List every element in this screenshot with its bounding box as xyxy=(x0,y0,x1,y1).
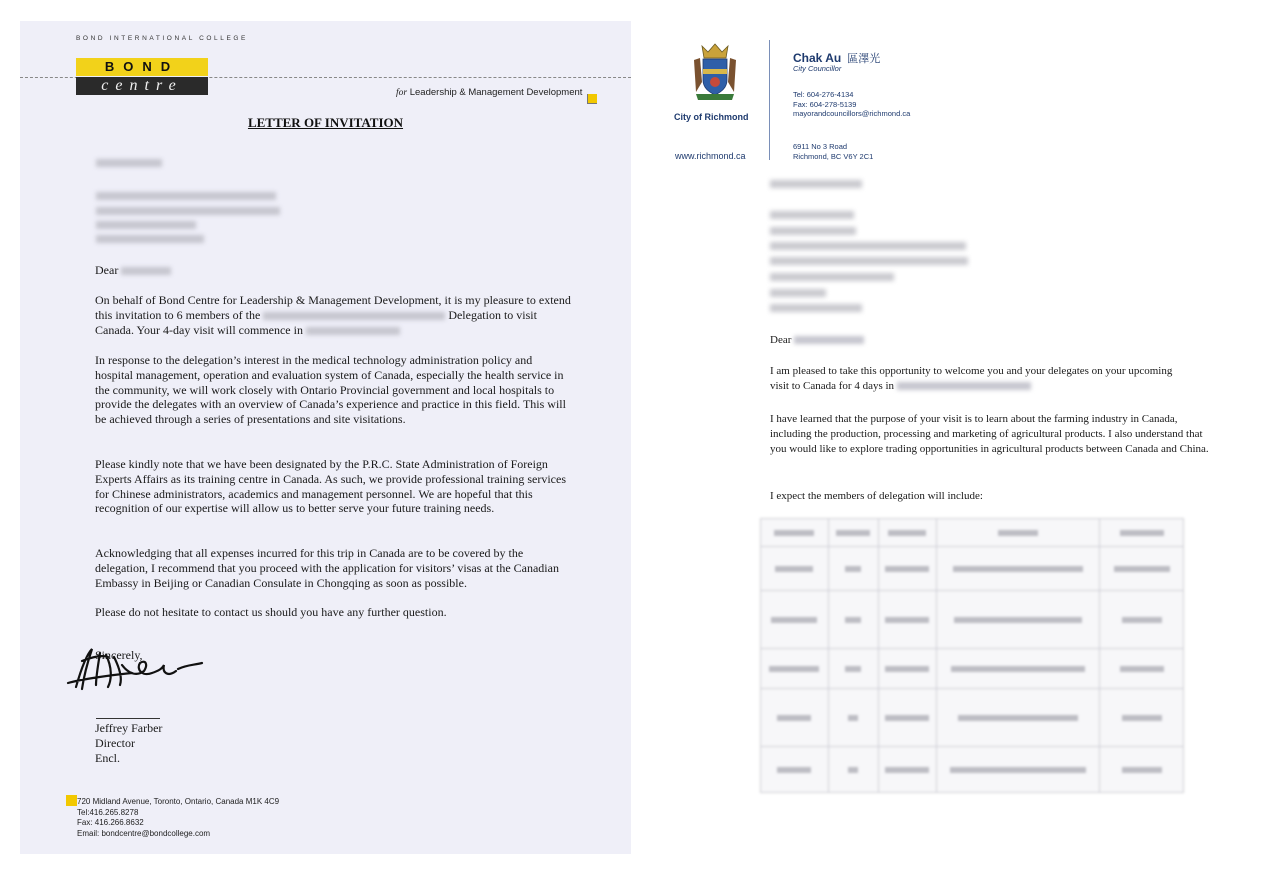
address-tel: Tel:416.265.8278 xyxy=(77,807,139,817)
redacted-recipient-line xyxy=(770,257,968,265)
table-cell xyxy=(936,591,1100,649)
table-row xyxy=(761,519,1184,547)
address-fax: Fax: 416.266.8632 xyxy=(77,818,144,827)
signature-line xyxy=(96,718,160,719)
table-cell xyxy=(878,649,936,689)
salutation xyxy=(95,263,573,278)
paragraph-3: I expect the members of delegation will include: xyxy=(770,490,983,502)
redacted-recipient-line xyxy=(770,304,862,312)
table-row xyxy=(761,547,1184,591)
redacted-recipient-line xyxy=(96,235,204,243)
table-cell xyxy=(761,689,829,747)
bond-centre-logo xyxy=(76,58,208,96)
table-cell xyxy=(936,747,1100,793)
table-cell xyxy=(828,649,878,689)
closing: Sincerely, xyxy=(95,648,143,662)
table-cell xyxy=(761,747,829,793)
paragraph-1 xyxy=(770,364,1175,394)
redacted-recipient-line xyxy=(96,192,276,200)
table-cell xyxy=(878,519,936,547)
table-cell xyxy=(936,689,1100,747)
tagline-square-icon xyxy=(587,94,597,104)
redacted-recipient-line xyxy=(96,207,280,215)
signature-icon xyxy=(62,643,212,697)
redacted-recipient-line xyxy=(770,242,966,250)
address-line: 720 Midland Avenue, Toronto, Ontario, Canada M1K 4C9 xyxy=(77,797,280,806)
paragraph-2: In response to the delegation’s interest in the medical technology administration policy and hospital management, operation and evaluation system of Canada, especially the health service in the community, we will work closely with Ontario Provincial government and local hospitals to provide the delegates with an overview of Canada’s experience and practice in this field. This will be achieved through a series of presentations and site visitations. xyxy=(95,353,566,427)
welcome-letter-richmond xyxy=(648,24,1268,854)
table-row xyxy=(761,649,1184,689)
signer-block xyxy=(95,721,162,766)
paragraph-1 xyxy=(95,293,573,337)
footer-address xyxy=(77,797,279,839)
table-cell xyxy=(936,519,1100,547)
city-name: City of Richmond xyxy=(674,112,749,122)
contact-email: mayorandcouncillors@richmond.ca xyxy=(793,109,911,118)
redacted-visit-date xyxy=(306,327,400,335)
redacted-name xyxy=(794,336,864,344)
letter-title: LETTER OF INVITATION xyxy=(247,115,404,130)
table-row xyxy=(761,747,1184,793)
college-header: BOND INTERNATIONAL COLLEGE xyxy=(76,35,248,42)
redacted-name xyxy=(121,267,171,275)
redacted-recipient-line xyxy=(770,289,826,297)
tagline-text: Leadership & Management Development xyxy=(407,87,583,98)
table-cell xyxy=(1100,649,1184,689)
paragraph-1a: On behalf of Bond Centre for Leadership & Management Development, it is my pleasure to extend this invitation to 6 members of the xyxy=(95,293,571,322)
paragraph-1-text: I am pleased to take this opportunity to welcome you and your delegates on your upcoming visit to Canada for 4 days in xyxy=(770,365,1173,392)
table-cell xyxy=(761,547,829,591)
salutation-text: Dear xyxy=(770,334,792,346)
councillor-name-cn: 區澤光 xyxy=(847,52,881,65)
logo-top-text: BOND xyxy=(76,58,208,76)
table-cell xyxy=(1100,747,1184,793)
redacted-delegation-name xyxy=(263,312,445,320)
table-cell xyxy=(878,747,936,793)
contact-block xyxy=(793,90,910,119)
paragraph-1b: Delegation to visit Canada. Your 4-day visit will commence in xyxy=(95,307,537,337)
table-row xyxy=(761,689,1184,747)
office-city-postal: Richmond, BC V6Y 2C1 xyxy=(793,151,874,161)
invitation-letter-bond xyxy=(20,21,631,854)
table-cell xyxy=(878,547,936,591)
table-cell xyxy=(1100,547,1184,591)
office-address xyxy=(793,142,873,161)
table-cell xyxy=(761,519,829,547)
enclosure-note: Encl. xyxy=(95,751,120,765)
logo-bottom-text: centre xyxy=(76,77,208,95)
table-cell xyxy=(828,689,878,747)
paragraph-4: Acknowledging that all expenses incurred for this trip in Canada are to be covered by the delegation, I recommend that you proceed with the application for visitors’ visas at the Canadian Embassy in Beijing or Canadian Consulate in Chongqing as soon as possible. xyxy=(95,546,559,590)
councillor-role: City Councillor xyxy=(793,64,842,73)
redacted-recipient-line xyxy=(96,221,196,229)
table-cell xyxy=(1100,519,1184,547)
city-url: www.richmond.ca xyxy=(675,151,746,161)
redacted-date xyxy=(770,180,862,188)
table-row xyxy=(761,591,1184,649)
address-email: Email: bondcentre@bondcollege.com xyxy=(77,828,211,838)
table-cell xyxy=(761,591,829,649)
table-cell xyxy=(1100,591,1184,649)
table-cell xyxy=(828,747,878,793)
table-cell xyxy=(936,649,1100,689)
councillor-name-en: Chak Au xyxy=(793,51,842,65)
signer-name: Jeffrey Farber xyxy=(95,721,163,735)
paragraph-2: I have learned that the purpose of your visit is to learn about the farming industry in Canada, including the production, processing and marketing of agricultural products. I also understand that you would like to explore trading opportunities in agricultural products between Canada and China. xyxy=(770,413,1209,455)
delegation-members-table xyxy=(760,518,1184,793)
table-cell xyxy=(828,591,878,649)
redacted-date xyxy=(96,159,162,167)
address-square-icon xyxy=(66,795,77,806)
header-divider xyxy=(769,40,770,160)
table-cell xyxy=(878,591,936,649)
table-cell xyxy=(1100,689,1184,747)
paragraph-5: Please do not hesitate to contact us should you have any further question. xyxy=(95,605,447,619)
contact-tel: Tel: 604-276-4134 xyxy=(793,90,854,99)
salutation xyxy=(770,333,1210,348)
tagline xyxy=(396,87,582,98)
table-cell xyxy=(878,689,936,747)
contact-fax: Fax: 604-278-5139 xyxy=(793,99,857,109)
redacted-recipient-line xyxy=(770,211,854,219)
office-street: 6911 No 3 Road xyxy=(793,142,848,151)
tagline-for: for xyxy=(396,88,408,98)
redacted-visit-date xyxy=(897,382,1031,390)
redacted-recipient-line xyxy=(770,273,894,281)
city-crest-icon xyxy=(690,42,740,102)
paragraph-3: Please kindly note that we have been designated by the P.R.C. State Administration of Foreign Experts Affairs as its training centre in Canada. As such, we provide professional training services for Chinese administrators, academics and management personnel. We are hopeful that this recognition of our expertise will allow us to better serve your future training needs. xyxy=(95,457,566,516)
redacted-recipient-line xyxy=(770,227,856,235)
salutation-text: Dear xyxy=(95,263,119,277)
table-cell xyxy=(761,649,829,689)
table-cell xyxy=(828,519,878,547)
signer-title: Director xyxy=(95,736,135,750)
table-cell xyxy=(936,547,1100,591)
table-cell xyxy=(828,547,878,591)
